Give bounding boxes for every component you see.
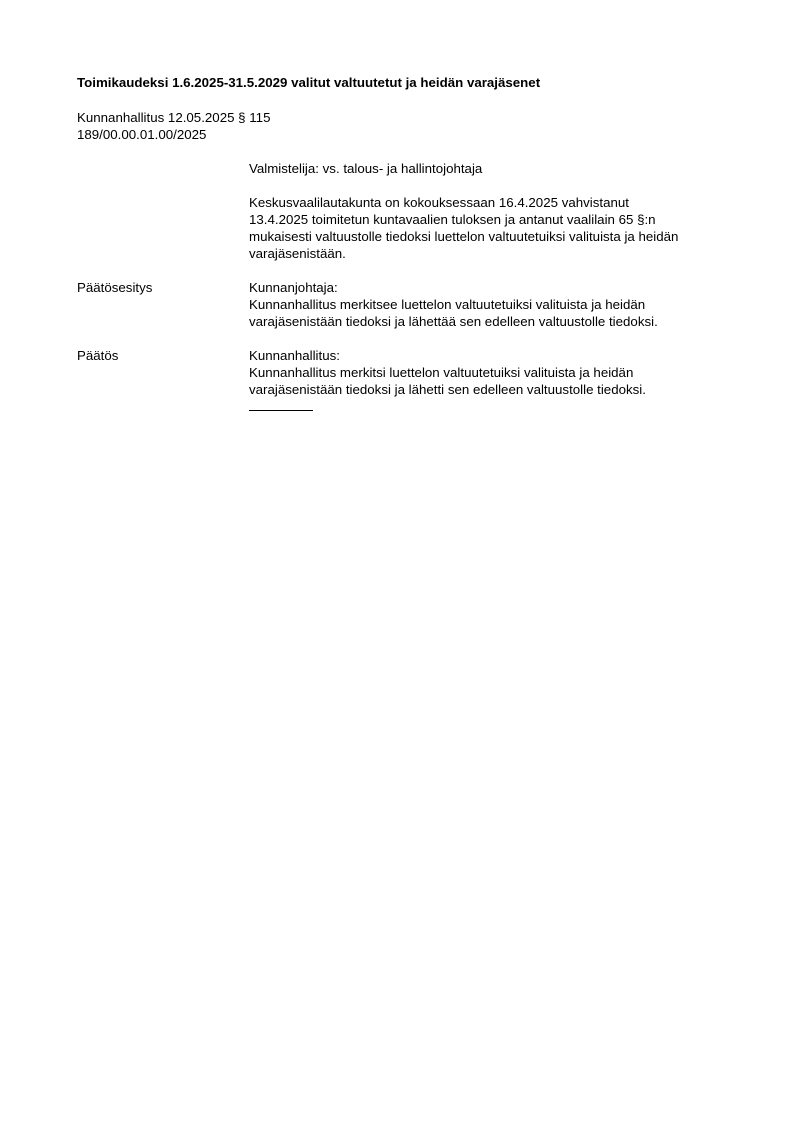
preparer-line: Valmistelija: vs. talous- ja hallintojohtaja [249, 161, 483, 176]
decision-label: Päätös [77, 348, 119, 363]
proposal-line: varajäsenistään tiedoksi ja lähettää sen edelleen valtuustolle tiedoksi. [249, 314, 658, 329]
proposal-section [249, 279, 739, 330]
meeting-reference: Kunnanhallitus 12.05.2025 § 115 [77, 110, 271, 125]
decision-line: varajäsenistään tiedoksi ja lähetti sen edelleen valtuustolle tiedoksi. [249, 382, 646, 397]
proposal-heading: Kunnanjohtaja: [249, 280, 338, 295]
proposal-line: Kunnanhallitus merkitsee luettelon valtuutetuiksi valituista ja heidän [249, 297, 646, 312]
document-title: Toimikaudeksi 1.6.2025-31.5.2029 valitut valtuutetut ja heidän varajäsenet [77, 75, 541, 90]
proposal-label: Päätösesitys [77, 280, 153, 295]
decision-section [249, 347, 739, 398]
signature-rule [249, 410, 313, 411]
meeting-meta [77, 109, 270, 143]
body-paragraph [249, 194, 739, 262]
decision-line: Kunnanhallitus merkitsi luettelon valtuutetuiksi valituista ja heidän [249, 365, 634, 380]
body-line: varajäsenistään. [249, 246, 346, 261]
decision-heading: Kunnanhallitus: [249, 348, 340, 363]
body-line: 13.4.2025 toimitetun kuntavaalien tuloksen ja antanut vaalilain 65 §:n [249, 212, 656, 227]
body-line: Keskusvaalilautakunta on kokouksessaan 16.4.2025 vahvistanut [249, 195, 629, 210]
body-line: mukaisesti valtuustolle tiedoksi luettelon valtuutetuiksi valituista ja heidän [249, 229, 679, 244]
record-id: 189/00.00.01.00/2025 [77, 127, 207, 142]
